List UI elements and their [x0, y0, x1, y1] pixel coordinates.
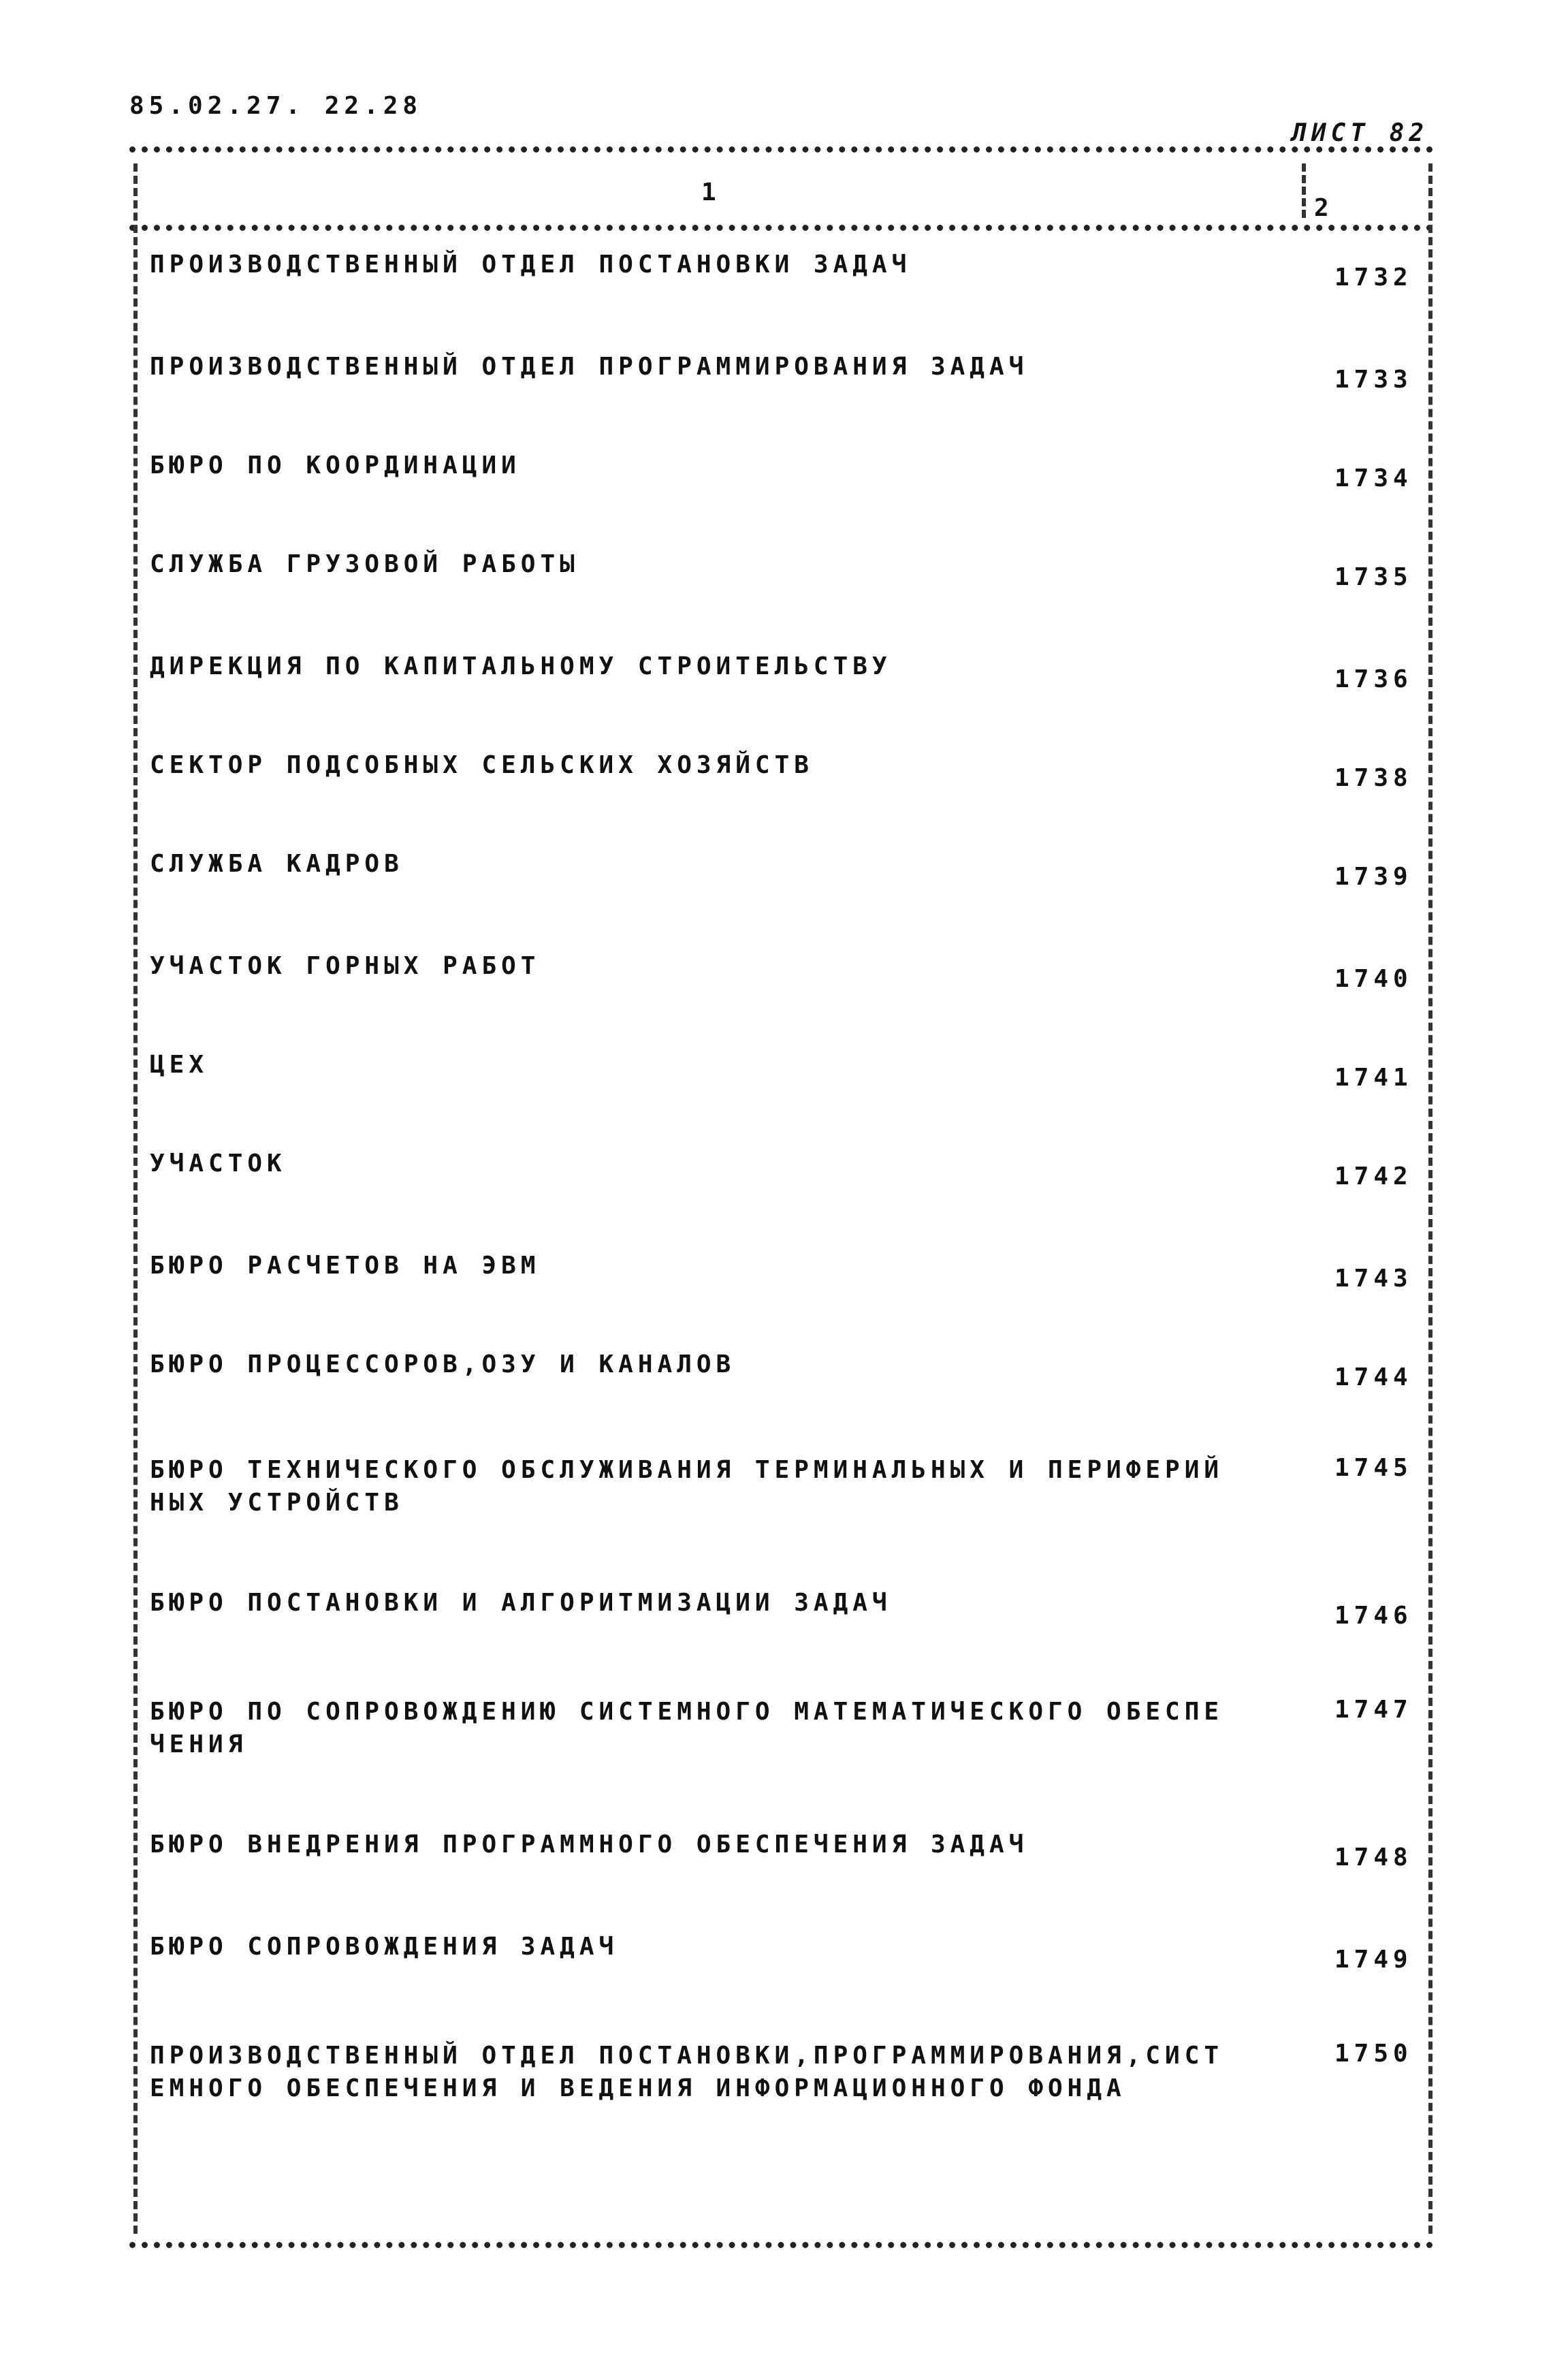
bottom-border [129, 2242, 1433, 2248]
department-code: 1740 [1334, 965, 1413, 993]
department-name: ПРОИЗВОДСТВЕННЫЙ ОТДЕЛ ПОСТАНОВКИ,ПРОГРАММИРОВАНИЯ,СИСТ ЕМНОГО ОБЕСПЕЧЕНИЯ И ВЕДЕНИЯ ИНФОРМАЦИОННОГО ФОНДА [150, 2042, 1224, 2102]
department-name: СЛУЖБА ГРУЗОВОЙ РАБОТЫ [150, 550, 579, 578]
department-name: СЛУЖБА КАДРОВ [150, 850, 404, 878]
sheet-number: ЛИСТ 82 [1292, 119, 1428, 147]
department-name: БЮРО ПО КООРДИНАЦИИ [150, 452, 521, 479]
department-code: 1733 [1334, 366, 1413, 394]
department-name: СЕКТОР ПОДСОБНЫХ СЕЛЬСКИХ ХОЗЯЙСТВ [150, 751, 814, 779]
department-code: 1744 [1334, 1363, 1413, 1391]
department-code: 1735 [1334, 563, 1413, 591]
department-code: 1736 [1334, 665, 1413, 693]
department-name: ПРОИЗВОДСТВЕННЫЙ ОТДЕЛ ПРОГРАММИРОВАНИЯ ЗАДАЧ [150, 353, 1029, 381]
department-name: БЮРО ПРОЦЕССОРОВ,ОЗУ И КАНАЛОВ [150, 1350, 736, 1378]
department-code: 1739 [1334, 863, 1413, 891]
department-code: 1738 [1334, 764, 1413, 792]
department-name: БЮРО РАСЧЕТОВ НА ЭВМ [150, 1252, 541, 1280]
department-code: 1747 [1334, 1696, 1413, 1724]
department-code: 1741 [1334, 1064, 1413, 1092]
department-name: ПРОИЗВОДСТВЕННЫЙ ОТДЕЛ ПОСТАНОВКИ ЗАДАЧ [150, 251, 912, 279]
column-header-1: 1 [701, 178, 721, 206]
department-code: 1734 [1334, 464, 1413, 492]
top-border [129, 146, 1433, 153]
department-code: 1743 [1334, 1265, 1413, 1293]
print-timestamp: 85.02.27. 22.28 [129, 92, 423, 120]
department-name: УЧАСТОК [150, 1150, 287, 1177]
department-name: ДИРЕКЦИЯ ПО КАПИТАЛЬНОМУ СТРОИТЕЛЬСТВУ [150, 652, 892, 680]
left-border [133, 163, 138, 2234]
column-divider [1302, 163, 1306, 218]
department-code: 1745 [1334, 1454, 1413, 1482]
department-name: БЮРО ПОСТАНОВКИ И АЛГОРИТМИЗАЦИИ ЗАДАЧ [150, 1589, 892, 1617]
column-header-2: 2 [1314, 194, 1334, 222]
department-code: 1742 [1334, 1163, 1413, 1190]
right-border [1428, 163, 1433, 2234]
department-name: БЮРО ПО СОПРОВОЖДЕНИЮ СИСТЕМНОГО МАТЕМАТИЧЕСКОГО ОБЕСПЕ ЧЕНИЯ [150, 1698, 1224, 1758]
department-name: БЮРО СОПРОВОЖДЕНИЯ ЗАДАЧ [150, 1933, 619, 1961]
department-code: 1749 [1334, 1946, 1413, 1974]
department-name: УЧАСТОК ГОРНЫХ РАБОТ [150, 952, 541, 980]
header-separator [129, 225, 1433, 231]
department-code: 1732 [1334, 264, 1413, 291]
department-code: 1746 [1334, 1602, 1413, 1630]
department-code: 1748 [1334, 1844, 1413, 1871]
department-name: ЦЕХ [150, 1051, 209, 1079]
department-name: БЮРО ВНЕДРЕНИЯ ПРОГРАММНОГО ОБЕСПЕЧЕНИЯ ЗАДАЧ [150, 1831, 1029, 1859]
department-name: БЮРО ТЕХНИЧЕСКОГО ОБСЛУЖИВАНИЯ ТЕРМИНАЛЬНЫХ И ПЕРИФЕРИЙ НЫХ УСТРОЙСТВ [150, 1456, 1224, 1517]
department-code: 1750 [1334, 2040, 1413, 2068]
